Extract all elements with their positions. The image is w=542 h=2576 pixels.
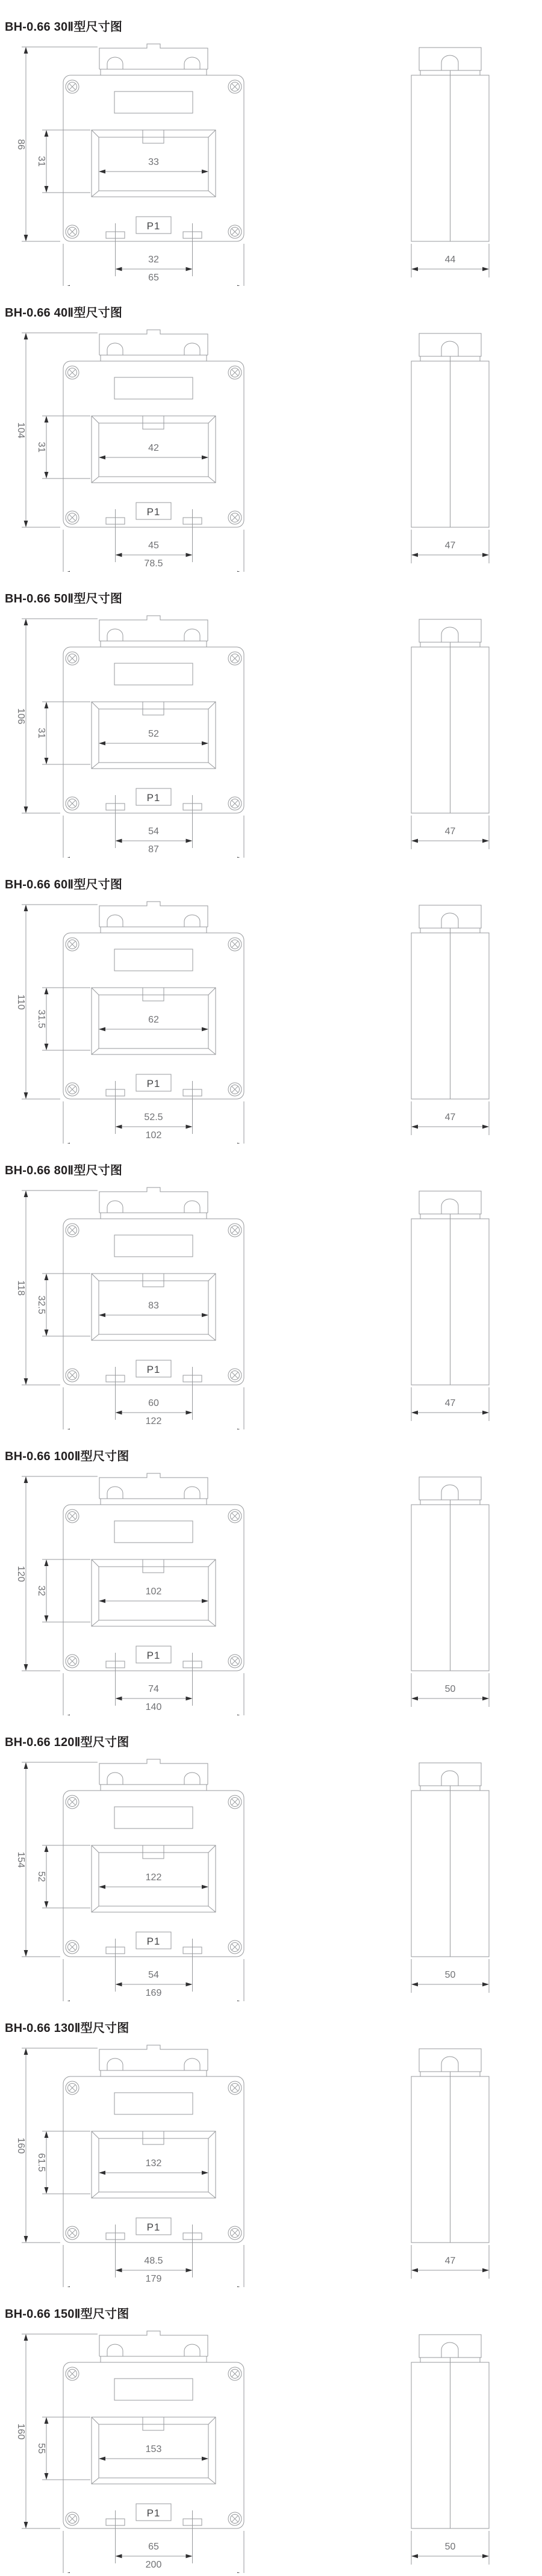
dim-window-height-label: 52 xyxy=(36,1871,46,1882)
dim-overall-width-label: 102 xyxy=(145,1130,162,1141)
screw-icon xyxy=(228,225,241,238)
front-view xyxy=(22,2045,244,2287)
p1-terminal-label: P1 xyxy=(146,1078,161,1089)
window-key-notch xyxy=(143,130,164,143)
nameplate-box xyxy=(114,1807,193,1828)
dim-window-width-label: 83 xyxy=(148,1301,159,1311)
section-title: BH-0.66 60Ⅱ型尺寸图 xyxy=(5,878,123,891)
dim-window-height-lines xyxy=(42,702,90,764)
dim-window-height-label: 31 xyxy=(36,442,46,453)
dim-window-height-lines xyxy=(42,2131,90,2194)
window-key-notch xyxy=(143,1559,164,1573)
side-view xyxy=(411,905,489,1135)
dim-slot-spacing-label: 48.5 xyxy=(144,2256,163,2266)
dim-window-width-lines xyxy=(99,2171,208,2175)
dim-slot-spacing-label: 32 xyxy=(148,255,159,265)
dim-overall-height-lines xyxy=(22,1476,98,1671)
dim-window-height-label: 32.5 xyxy=(36,1295,46,1314)
dim-overall-height-label: 106 xyxy=(16,708,26,725)
section-title: BH-0.66 150Ⅱ型尺寸图 xyxy=(5,2308,129,2321)
dimension-labels xyxy=(16,708,456,855)
window-key-notch xyxy=(143,1845,164,1859)
dimension-labels xyxy=(16,2424,456,2570)
dimension-section xyxy=(0,0,542,286)
dim-window-width-label: 132 xyxy=(145,2158,162,2169)
dim-window-height-lines xyxy=(42,2417,90,2480)
dimension-labels xyxy=(16,423,456,569)
screw-icon xyxy=(66,1940,79,1954)
dimension-labels xyxy=(16,139,456,283)
screw-icon xyxy=(66,2512,79,2525)
screw-icon xyxy=(228,2081,241,2095)
front-view xyxy=(22,2331,244,2573)
dim-window-height-label: 61.5 xyxy=(36,2153,46,2172)
screw-icon xyxy=(66,225,79,238)
dimension-section xyxy=(0,572,542,858)
dim-window-width-lines xyxy=(99,170,208,174)
dimension-labels xyxy=(16,1566,456,1712)
front-view xyxy=(22,616,244,858)
dim-overall-height-lines xyxy=(22,47,98,241)
dim-depth-label: 50 xyxy=(444,2542,456,2552)
dim-overall-height-label: 160 xyxy=(16,2137,26,2154)
dim-window-width-lines xyxy=(99,1313,208,1317)
dim-slot-spacing-label: 54 xyxy=(148,826,159,837)
screw-icon xyxy=(228,1369,241,1382)
dim-overall-height-label: 110 xyxy=(16,994,26,1010)
section-title: BH-0.66 50Ⅱ型尺寸图 xyxy=(5,592,123,605)
dim-window-width-label: 153 xyxy=(145,2444,162,2454)
screw-icon xyxy=(228,511,241,524)
dim-overall-height-lines xyxy=(22,619,98,813)
dimension-section xyxy=(0,2001,542,2287)
dim-window-width-lines xyxy=(99,742,208,746)
technical-drawing xyxy=(0,2001,542,2287)
dim-slot-spacing-label: 60 xyxy=(148,1398,159,1408)
dim-window-height-lines xyxy=(42,130,90,193)
side-view xyxy=(411,48,489,277)
nameplate-box xyxy=(114,2093,193,2114)
window-key-notch xyxy=(143,702,164,715)
dim-slot-spacing-label: 54 xyxy=(148,1970,159,1980)
p1-terminal-label: P1 xyxy=(146,506,161,518)
screw-icon xyxy=(228,1509,241,1523)
screw-icon xyxy=(66,1509,79,1523)
screw-icon xyxy=(228,2226,241,2240)
dim-slot-spacing-label: 74 xyxy=(148,1684,159,1694)
section-title: BH-0.66 130Ⅱ型尺寸图 xyxy=(5,2022,129,2035)
dim-overall-height-label: 160 xyxy=(16,2423,26,2440)
dim-window-height-label: 31.5 xyxy=(36,1009,46,1029)
front-view xyxy=(22,330,244,572)
section-title: BH-0.66 80Ⅱ型尺寸图 xyxy=(5,1164,123,1177)
dim-depth-label: 47 xyxy=(444,1112,456,1122)
dim-depth-label: 47 xyxy=(444,2256,456,2266)
side-view xyxy=(411,2049,489,2279)
front-view xyxy=(22,1473,244,1715)
dim-window-width-lines xyxy=(99,1885,208,1889)
dim-overall-height-label: 86 xyxy=(16,139,26,150)
screw-icon xyxy=(228,652,241,665)
technical-drawing xyxy=(0,858,542,1144)
dim-window-height-lines xyxy=(42,416,90,478)
window-key-notch xyxy=(143,988,164,1001)
front-view xyxy=(22,1187,244,1429)
dimension-section xyxy=(0,1429,542,1715)
dim-window-height-lines xyxy=(42,1845,90,1908)
dimension-section xyxy=(0,1144,542,1429)
technical-drawing xyxy=(0,572,542,858)
dimension-labels xyxy=(16,1280,456,1426)
dim-overall-height-lines xyxy=(22,1762,98,1957)
nameplate-box xyxy=(114,1521,193,1543)
dim-overall-height-label: 104 xyxy=(16,422,26,439)
dimension-labels xyxy=(16,994,456,1141)
screw-icon xyxy=(228,1224,241,1237)
screw-icon xyxy=(66,511,79,524)
mounting-bracket xyxy=(99,330,208,361)
dim-window-width-lines xyxy=(99,456,208,460)
dim-window-width-lines xyxy=(99,1599,208,1603)
screw-icon xyxy=(228,2367,241,2380)
screw-icon xyxy=(228,938,241,951)
technical-drawing xyxy=(0,0,542,286)
dim-depth-label: 44 xyxy=(444,255,456,265)
window-key-notch xyxy=(143,2131,164,2144)
mounting-bracket xyxy=(99,1187,208,1219)
side-view xyxy=(411,619,489,849)
section-title: BH-0.66 100Ⅱ型尺寸图 xyxy=(5,1450,129,1463)
dim-overall-height-lines xyxy=(22,1190,98,1385)
dim-window-width-label: 52 xyxy=(148,729,159,739)
dimension-section xyxy=(0,286,542,572)
dim-window-height-label: 55 xyxy=(36,2443,46,2454)
dim-window-height-label: 32 xyxy=(36,1585,46,1596)
section-title: BH-0.66 120Ⅱ型尺寸图 xyxy=(5,1736,129,1749)
p1-terminal-label: P1 xyxy=(146,1936,161,1947)
screw-icon xyxy=(228,1655,241,1668)
dim-window-width-label: 122 xyxy=(145,1872,162,1883)
dim-window-width-label: 102 xyxy=(145,1587,162,1597)
nameplate-box xyxy=(114,663,193,685)
screw-icon xyxy=(228,80,241,93)
dim-window-width-label: 62 xyxy=(148,1015,159,1025)
mounting-bracket xyxy=(99,902,208,933)
p1-terminal-label: P1 xyxy=(146,1364,161,1375)
screw-icon xyxy=(66,1224,79,1237)
screw-icon xyxy=(66,938,79,951)
side-view xyxy=(411,333,489,563)
dim-overall-width-label: 179 xyxy=(145,2274,162,2284)
dim-window-height-label: 31 xyxy=(36,728,46,738)
mounting-bracket xyxy=(99,44,208,75)
side-view xyxy=(411,2335,489,2565)
side-view xyxy=(411,1191,489,1421)
window-key-notch xyxy=(143,416,164,429)
technical-drawing xyxy=(0,2287,542,2573)
dim-overall-width-label: 122 xyxy=(145,1416,162,1426)
dimension-section xyxy=(0,1715,542,2001)
dim-depth-label: 47 xyxy=(444,540,456,551)
p1-terminal-label: P1 xyxy=(146,1650,161,1661)
screw-icon xyxy=(66,1795,79,1809)
dim-overall-height-lines xyxy=(22,2048,98,2243)
screw-icon xyxy=(228,1940,241,1954)
dim-depth-label: 47 xyxy=(444,1398,456,1408)
section-title: BH-0.66 30Ⅱ型尺寸图 xyxy=(5,20,123,34)
dim-window-height-lines xyxy=(42,1274,90,1336)
p1-terminal-label: P1 xyxy=(146,2221,161,2233)
screw-icon xyxy=(66,652,79,665)
screw-icon xyxy=(228,2512,241,2525)
mounting-bracket xyxy=(99,616,208,647)
nameplate-box xyxy=(114,949,193,971)
mounting-bracket xyxy=(99,2045,208,2076)
screw-icon xyxy=(66,2367,79,2380)
screw-icon xyxy=(66,1369,79,1382)
dim-depth-label: 50 xyxy=(444,1970,456,1980)
screw-icon xyxy=(66,797,79,810)
section-title: BH-0.66 40Ⅱ型尺寸图 xyxy=(5,306,123,320)
mounting-bracket xyxy=(99,1759,208,1791)
dimension-section xyxy=(0,858,542,1144)
dimension-labels xyxy=(16,2138,456,2284)
nameplate-box xyxy=(114,91,193,113)
p1-terminal-label: P1 xyxy=(146,2507,161,2519)
dim-window-width-lines xyxy=(99,1027,208,1032)
mounting-bracket xyxy=(99,2331,208,2362)
dim-overall-width-label: 65 xyxy=(148,273,159,283)
screw-icon xyxy=(228,1083,241,1096)
front-view xyxy=(22,902,244,1144)
dim-overall-height-lines xyxy=(22,905,98,1099)
dim-depth-label: 47 xyxy=(444,826,456,837)
screw-icon xyxy=(66,80,79,93)
nameplate-box xyxy=(114,1235,193,1257)
technical-drawing xyxy=(0,1715,542,2001)
technical-drawing xyxy=(0,1429,542,1715)
dim-window-width-label: 33 xyxy=(148,157,159,167)
screw-icon xyxy=(66,1083,79,1096)
window-key-notch xyxy=(143,1274,164,1287)
dim-overall-width-label: 140 xyxy=(145,1702,162,1712)
side-view xyxy=(411,1477,489,1707)
dim-overall-width-label: 78.5 xyxy=(144,559,163,569)
p1-terminal-label: P1 xyxy=(146,220,161,232)
nameplate-box xyxy=(114,377,193,399)
dimension-labels xyxy=(16,1852,456,1998)
mounting-bracket xyxy=(99,1473,208,1505)
screw-icon xyxy=(66,2081,79,2095)
dim-window-height-label: 31 xyxy=(36,156,46,167)
screw-icon xyxy=(228,366,241,379)
dim-depth-label: 50 xyxy=(444,1684,456,1694)
screw-icon xyxy=(66,2226,79,2240)
dim-overall-height-label: 120 xyxy=(16,1565,26,1582)
dim-overall-height-lines xyxy=(22,2334,98,2528)
nameplate-box xyxy=(114,2379,193,2400)
dim-overall-width-label: 87 xyxy=(148,844,159,855)
dim-overall-height-label: 154 xyxy=(16,1851,26,1868)
screw-icon xyxy=(228,797,241,810)
dim-window-width-label: 42 xyxy=(148,443,159,453)
side-view xyxy=(411,1763,489,1993)
dim-overall-height-label: 118 xyxy=(16,1280,26,1296)
technical-drawing xyxy=(0,1144,542,1429)
dim-overall-width-label: 169 xyxy=(145,1988,162,1998)
dimension-section xyxy=(0,2287,542,2573)
dim-window-width-lines xyxy=(99,2457,208,2461)
p1-terminal-label: P1 xyxy=(146,792,161,803)
front-view xyxy=(22,1759,244,2001)
screw-icon xyxy=(66,1655,79,1668)
dim-slot-spacing-label: 52.5 xyxy=(144,1112,163,1122)
front-view xyxy=(22,44,244,286)
dim-slot-spacing-label: 65 xyxy=(148,2542,159,2552)
technical-drawing xyxy=(0,286,542,572)
dim-slot-spacing-label: 45 xyxy=(148,540,159,551)
window-key-notch xyxy=(143,2417,164,2430)
dim-overall-width-label: 200 xyxy=(145,2560,162,2570)
screw-icon xyxy=(228,1795,241,1809)
screw-icon xyxy=(66,366,79,379)
dim-overall-height-lines xyxy=(22,333,98,527)
dim-window-height-lines xyxy=(42,988,90,1050)
dim-window-height-lines xyxy=(42,1559,90,1622)
